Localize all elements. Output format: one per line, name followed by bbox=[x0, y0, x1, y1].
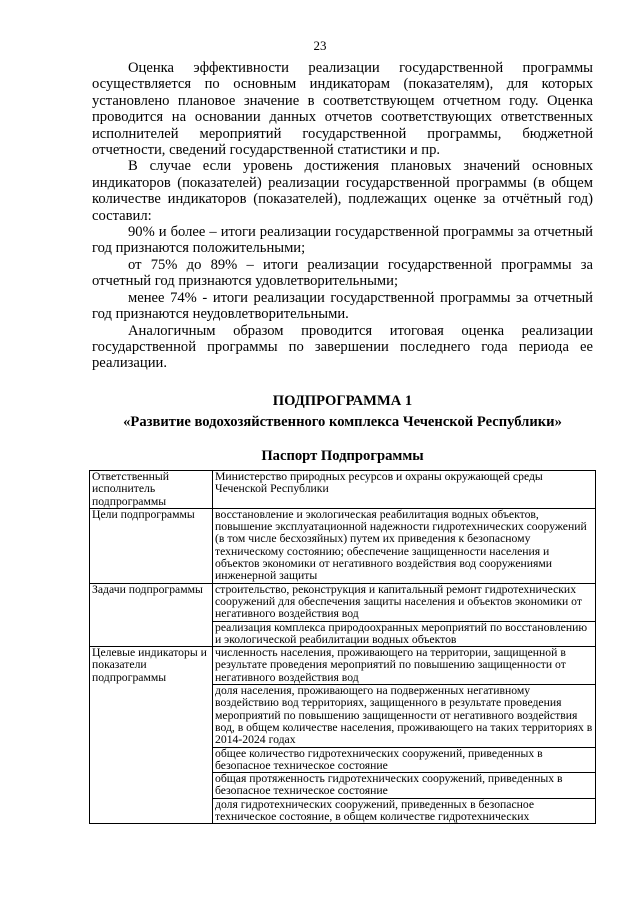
table-row bbox=[90, 508, 596, 583]
row-value-task-1: строительство, реконструкция и капитальный ремонт гидротехнических сооружений для обеспечения защиты населения и объектов экономики от негативного воздействия вод bbox=[213, 583, 596, 621]
row-label-indicators: Целевые индикаторы и показатели подпрограммы bbox=[90, 647, 213, 824]
row-label-goals: Цели подпрограммы bbox=[90, 508, 213, 583]
row-label-responsible: Ответственный исполнитель подпрограммы bbox=[90, 471, 213, 509]
row-value-indicator-2: доля населения, проживающего на подверженных негативному воздействию вод территориях, защищенного в результате проведения мероприятий по повышению защищенности от негативного воздействия вод, в общем количестве населения, проживающего на таких территориях в 2014-2024 годах bbox=[213, 685, 596, 747]
row-value-indicator-3: общее количество гидротехнических сооружений, приведенных в безопасное техническое состояние bbox=[213, 747, 596, 773]
row-value-indicator-4: общая протяженность гидротехнических сооружений, приведенных в безопасное техническое состояние bbox=[213, 773, 596, 799]
paragraph-final-assessment: Аналогичным образом проводится итоговая оценка реализации государственной программы по завершении последнего года периода ее реализации. bbox=[92, 322, 593, 372]
passport-table bbox=[89, 470, 596, 824]
subprogram-title: «Развитие водохозяйственного комплекса Чеченской Республики» bbox=[123, 414, 562, 430]
paragraph-satisfactory-result: от 75% до 89% – итоги реализации государственной программы за отчетный год признаются удовлетворительными; bbox=[92, 256, 593, 290]
subprogram-heading: ПОДПРОГРАММА 1 bbox=[272, 393, 413, 409]
passport-heading: Паспорт Подпрограммы bbox=[261, 448, 424, 464]
row-value-indicator-1: численность населения, проживающего на территории, защищенной в результате проведения мероприятий по повышению защищенности от негативного воздействия вод bbox=[213, 647, 596, 685]
row-value-indicator-5: доля гидротехнических сооружений, приведенных в безопасное техническое состояние, в общем количестве гидротехнических bbox=[213, 798, 596, 824]
paragraph-achievement-level: В случае если уровень достижения плановых значений основных индикаторов (показателей) реализации государственной программы (в общем количестве индикаторов (показателей), подлежащих оценке за отчётный год) составил: bbox=[92, 158, 593, 224]
paragraph-efficiency-assessment: Оценка эффективности реализации государственной программы осуществляется по основным индикаторам (показателям), для которых установлено плановое значение в соответствующем отчетном году. Оценка проводится на основании данных отчетов соответствующих ответственных исполнителей мероприятий государственной программы, бюджетной отчетности, сведений государственной статистики и пр. bbox=[92, 60, 593, 159]
table-row bbox=[90, 647, 596, 685]
paragraph-unsatisfactory-result: менее 74% - итоги реализации государственной программы за отчетный год признаются неудовлетворительными. bbox=[92, 289, 593, 323]
table-row bbox=[90, 471, 596, 509]
page-number: 23 bbox=[313, 38, 327, 53]
row-value-goals: восстановление и экологическая реабилитация водных объектов, повышение эксплуатационной надежности гидротехнических сооружений (в том числе бесхозяйных) путем их приведения к безопасному техническому состоянию; обеспечение защищенности населения и объектов экономики от негативного воздействия вод сооружениями инженерной защиты bbox=[213, 508, 596, 583]
row-value-responsible: Министерство природных ресурсов и охраны окружающей среды Чеченской Республики bbox=[213, 471, 596, 509]
paragraph-positive-result: 90% и более – итоги реализации государственной программы за отчетный год признаются положительными; bbox=[92, 224, 593, 257]
row-value-task-2: реализация комплекса природоохранных мероприятий по восстановлению и экологической реабилитации водных объектов bbox=[213, 621, 596, 647]
body-text bbox=[92, 60, 593, 372]
table-row bbox=[90, 583, 596, 621]
row-label-tasks: Задачи подпрограммы bbox=[90, 583, 213, 646]
